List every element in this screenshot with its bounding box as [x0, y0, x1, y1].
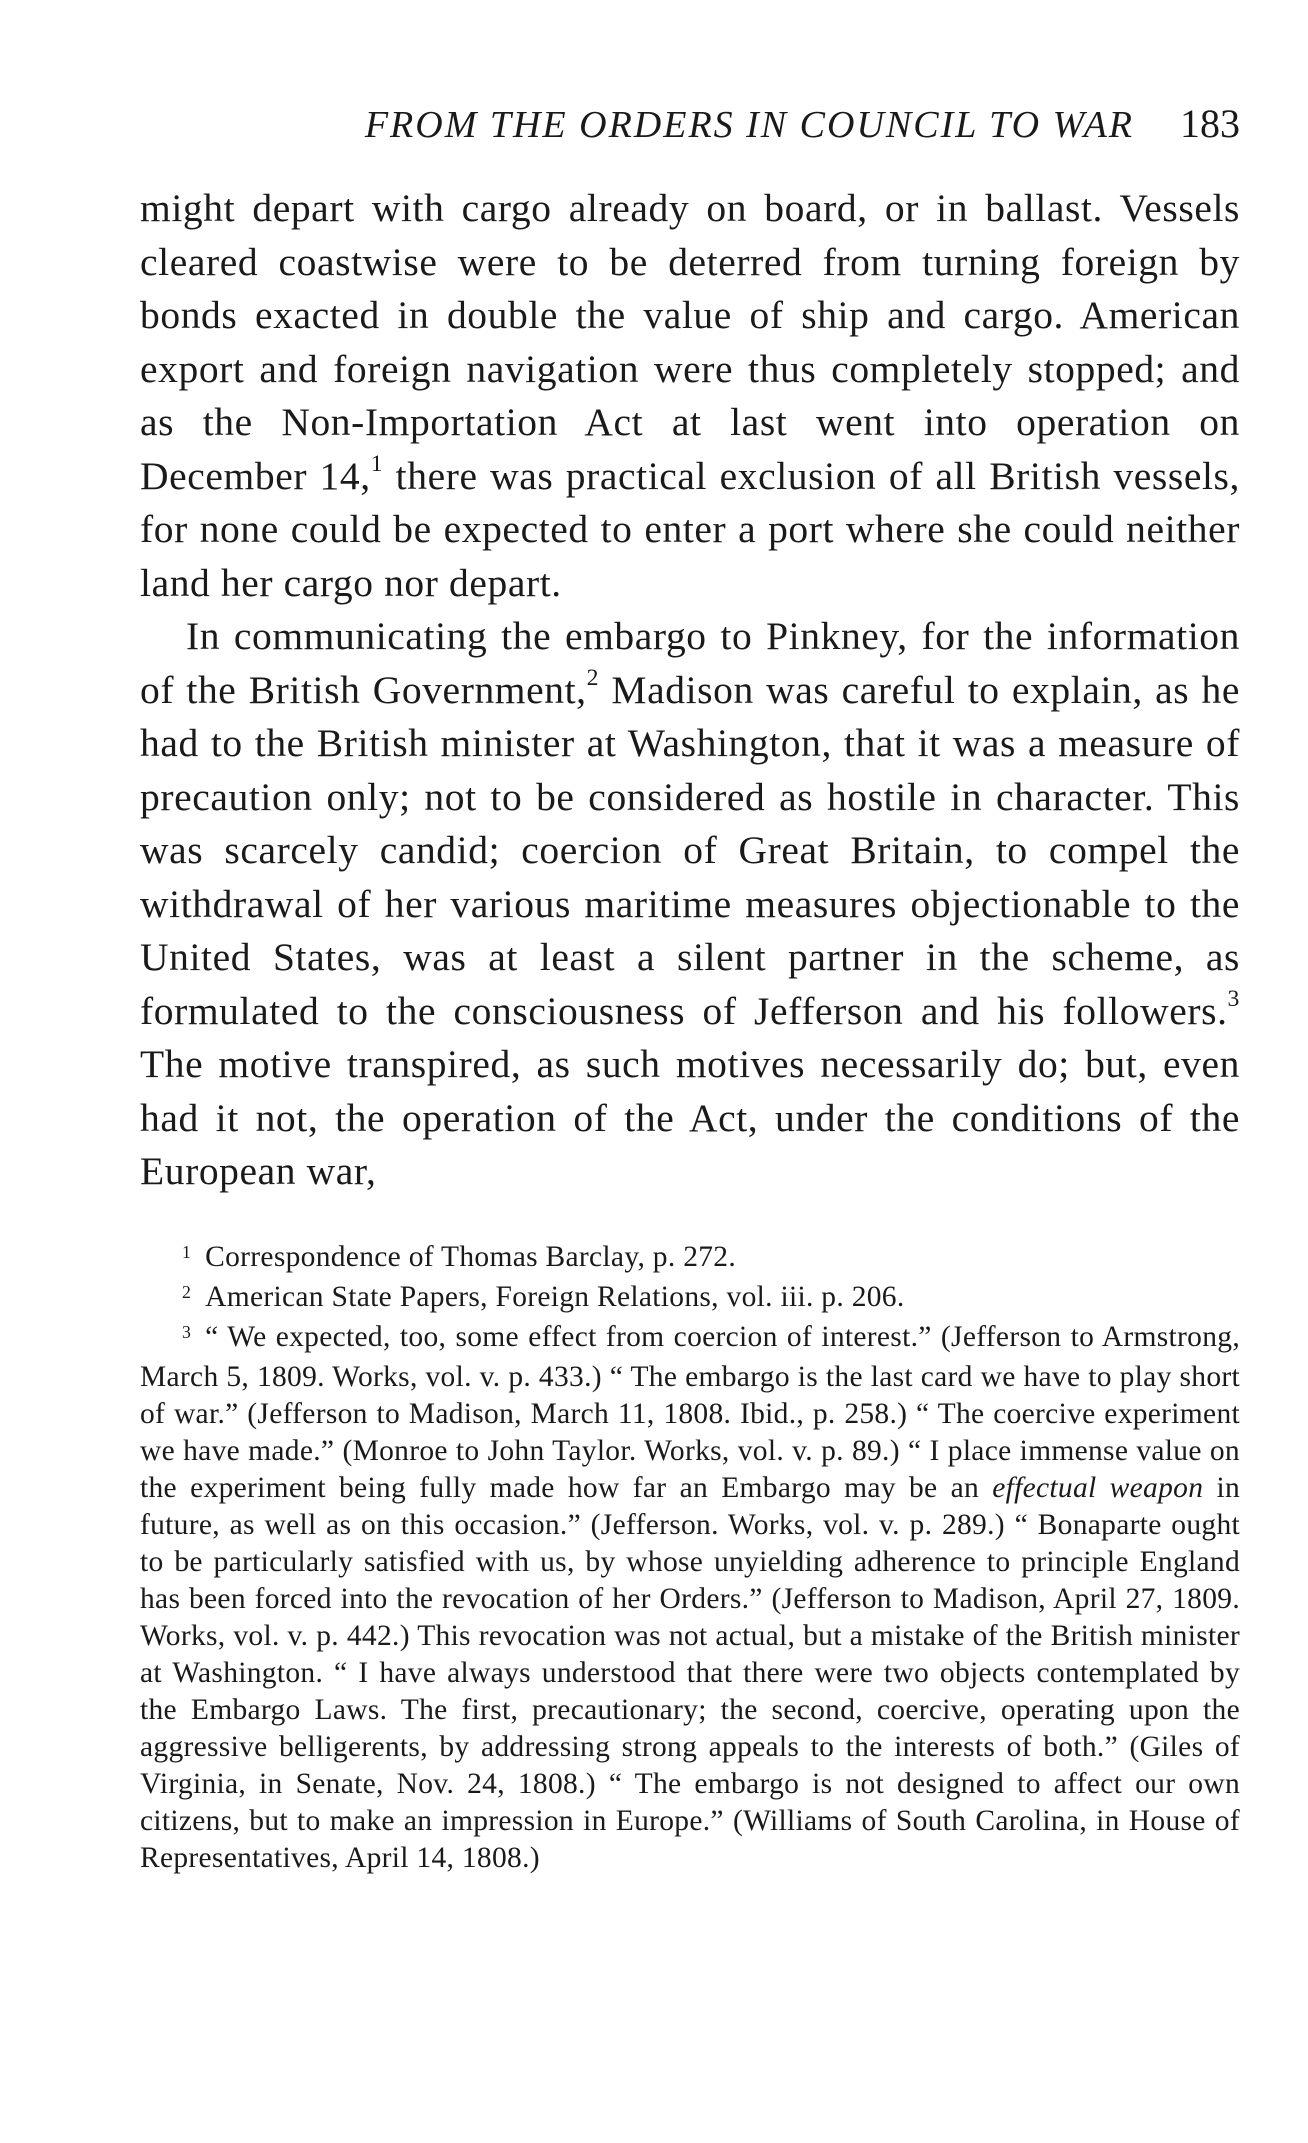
footnote-ref-1: 1 — [370, 450, 384, 477]
footnote-2-mark: 2 — [182, 1281, 192, 1302]
paragraph-2-text-c: The motive transpired, as such motives necessarily do; but, even had it not, the operation of the Act, under the conditions of the European war, — [140, 1042, 1240, 1193]
footnote-3-italic: effectual weapon — [992, 1471, 1204, 1504]
footnote-3-mark: 3 — [182, 1321, 192, 1342]
footnote-ref-2: 2 — [586, 664, 600, 691]
book-page — [140, 100, 1240, 1877]
paragraph-2-text-b: Madison was careful to explain, as he had to the British minister at Washington, that it was a measure of precaution only; not to be considered as hostile in character. This was scarcely candid; coercion of Great Britain, to compel the withdrawal of her various maritime measures objectionable to the United States, was at least a silent partner in the scheme, as formulated to the consciousness of Jefferson and his followers. — [140, 667, 1241, 1033]
footnote-1-mark: 1 — [182, 1241, 192, 1262]
footnote-3 — [140, 1319, 1240, 1877]
running-title: FROM THE ORDERS IN COUNCIL TO WAR — [364, 104, 1134, 146]
footnote-3-text-a: “ We expected, too, some effect from coercion of interest.” (Jefferson to Armstrong, March 5, 1809. Works, vol. v. p. 433.) “ The embargo is the last card we have to play short of war.” (Jefferson to Madison, March 11, 1808. Ibid., p. 258.) “ The coercive experiment we have made.” (Monroe to John Taylor. Works, vol. v. p. 89.) “ I place immense value on the experiment being fully made how far an Embargo may be an — [140, 1320, 1240, 1504]
paragraph-2 — [140, 610, 1240, 1199]
footnote-3-text-b: in future, as well as on this occasion.” (Jefferson. Works, vol. v. p. 289.) “ Bonaparte ought to be particularly satisfied with us, by whose unyielding adherence to principle England has been forced into the revocation of her Orders.” (Jefferson to Madison, April 27, 1809. Works, vol. v. p. 442.) This revocation was not actual, but a mistake of the British minister at Washington. “ I have always understood that there were two objects contemplated by the Embargo Laws. The first, precautionary; the second, coercive, operating upon the aggressive belligerents, by addressing strong appeals to the interests of both.” (Giles of Virginia, in Senate, Nov. 24, 1808.) “ The embargo is not designed to affect our own citizens, but to make an impression in Europe.” (Williams of South Carolina, in House of Representatives, April 14, 1808.) — [140, 1471, 1240, 1874]
page-number: 183 — [1180, 101, 1240, 146]
footnote-ref-3: 3 — [1227, 985, 1240, 1012]
paragraph-2-text-a: In communicating the embargo to Pinkney, for the information of the British Government, — [140, 614, 1240, 712]
footnote-1 — [140, 1239, 1240, 1279]
footnote-2 — [140, 1279, 1240, 1319]
body-text — [140, 182, 1240, 1199]
paragraph-1 — [140, 182, 1240, 610]
footnotes — [140, 1239, 1240, 1877]
page-header — [140, 100, 1240, 160]
paragraph-1-text-a: might depart with cargo already on board, or in ballast. Vessels cleared coastwise were to be deterred from turning foreign by bonds exacted in double the value of ship and cargo. American export and foreign navigation were thus completely stopped; and as the Non-Importation Act at last went into operation on December 14, — [140, 186, 1240, 498]
paragraph-1-text-b: there was practical exclusion of all British vessels, for none could be expected to enter a port where she could neither land her cargo nor depart. — [140, 453, 1240, 605]
footnote-2-text: American State Papers, Foreign Relations, vol. iii. p. 206. — [205, 1280, 905, 1313]
footnote-1-text: Correspondence of Thomas Barclay, p. 272. — [205, 1240, 737, 1273]
